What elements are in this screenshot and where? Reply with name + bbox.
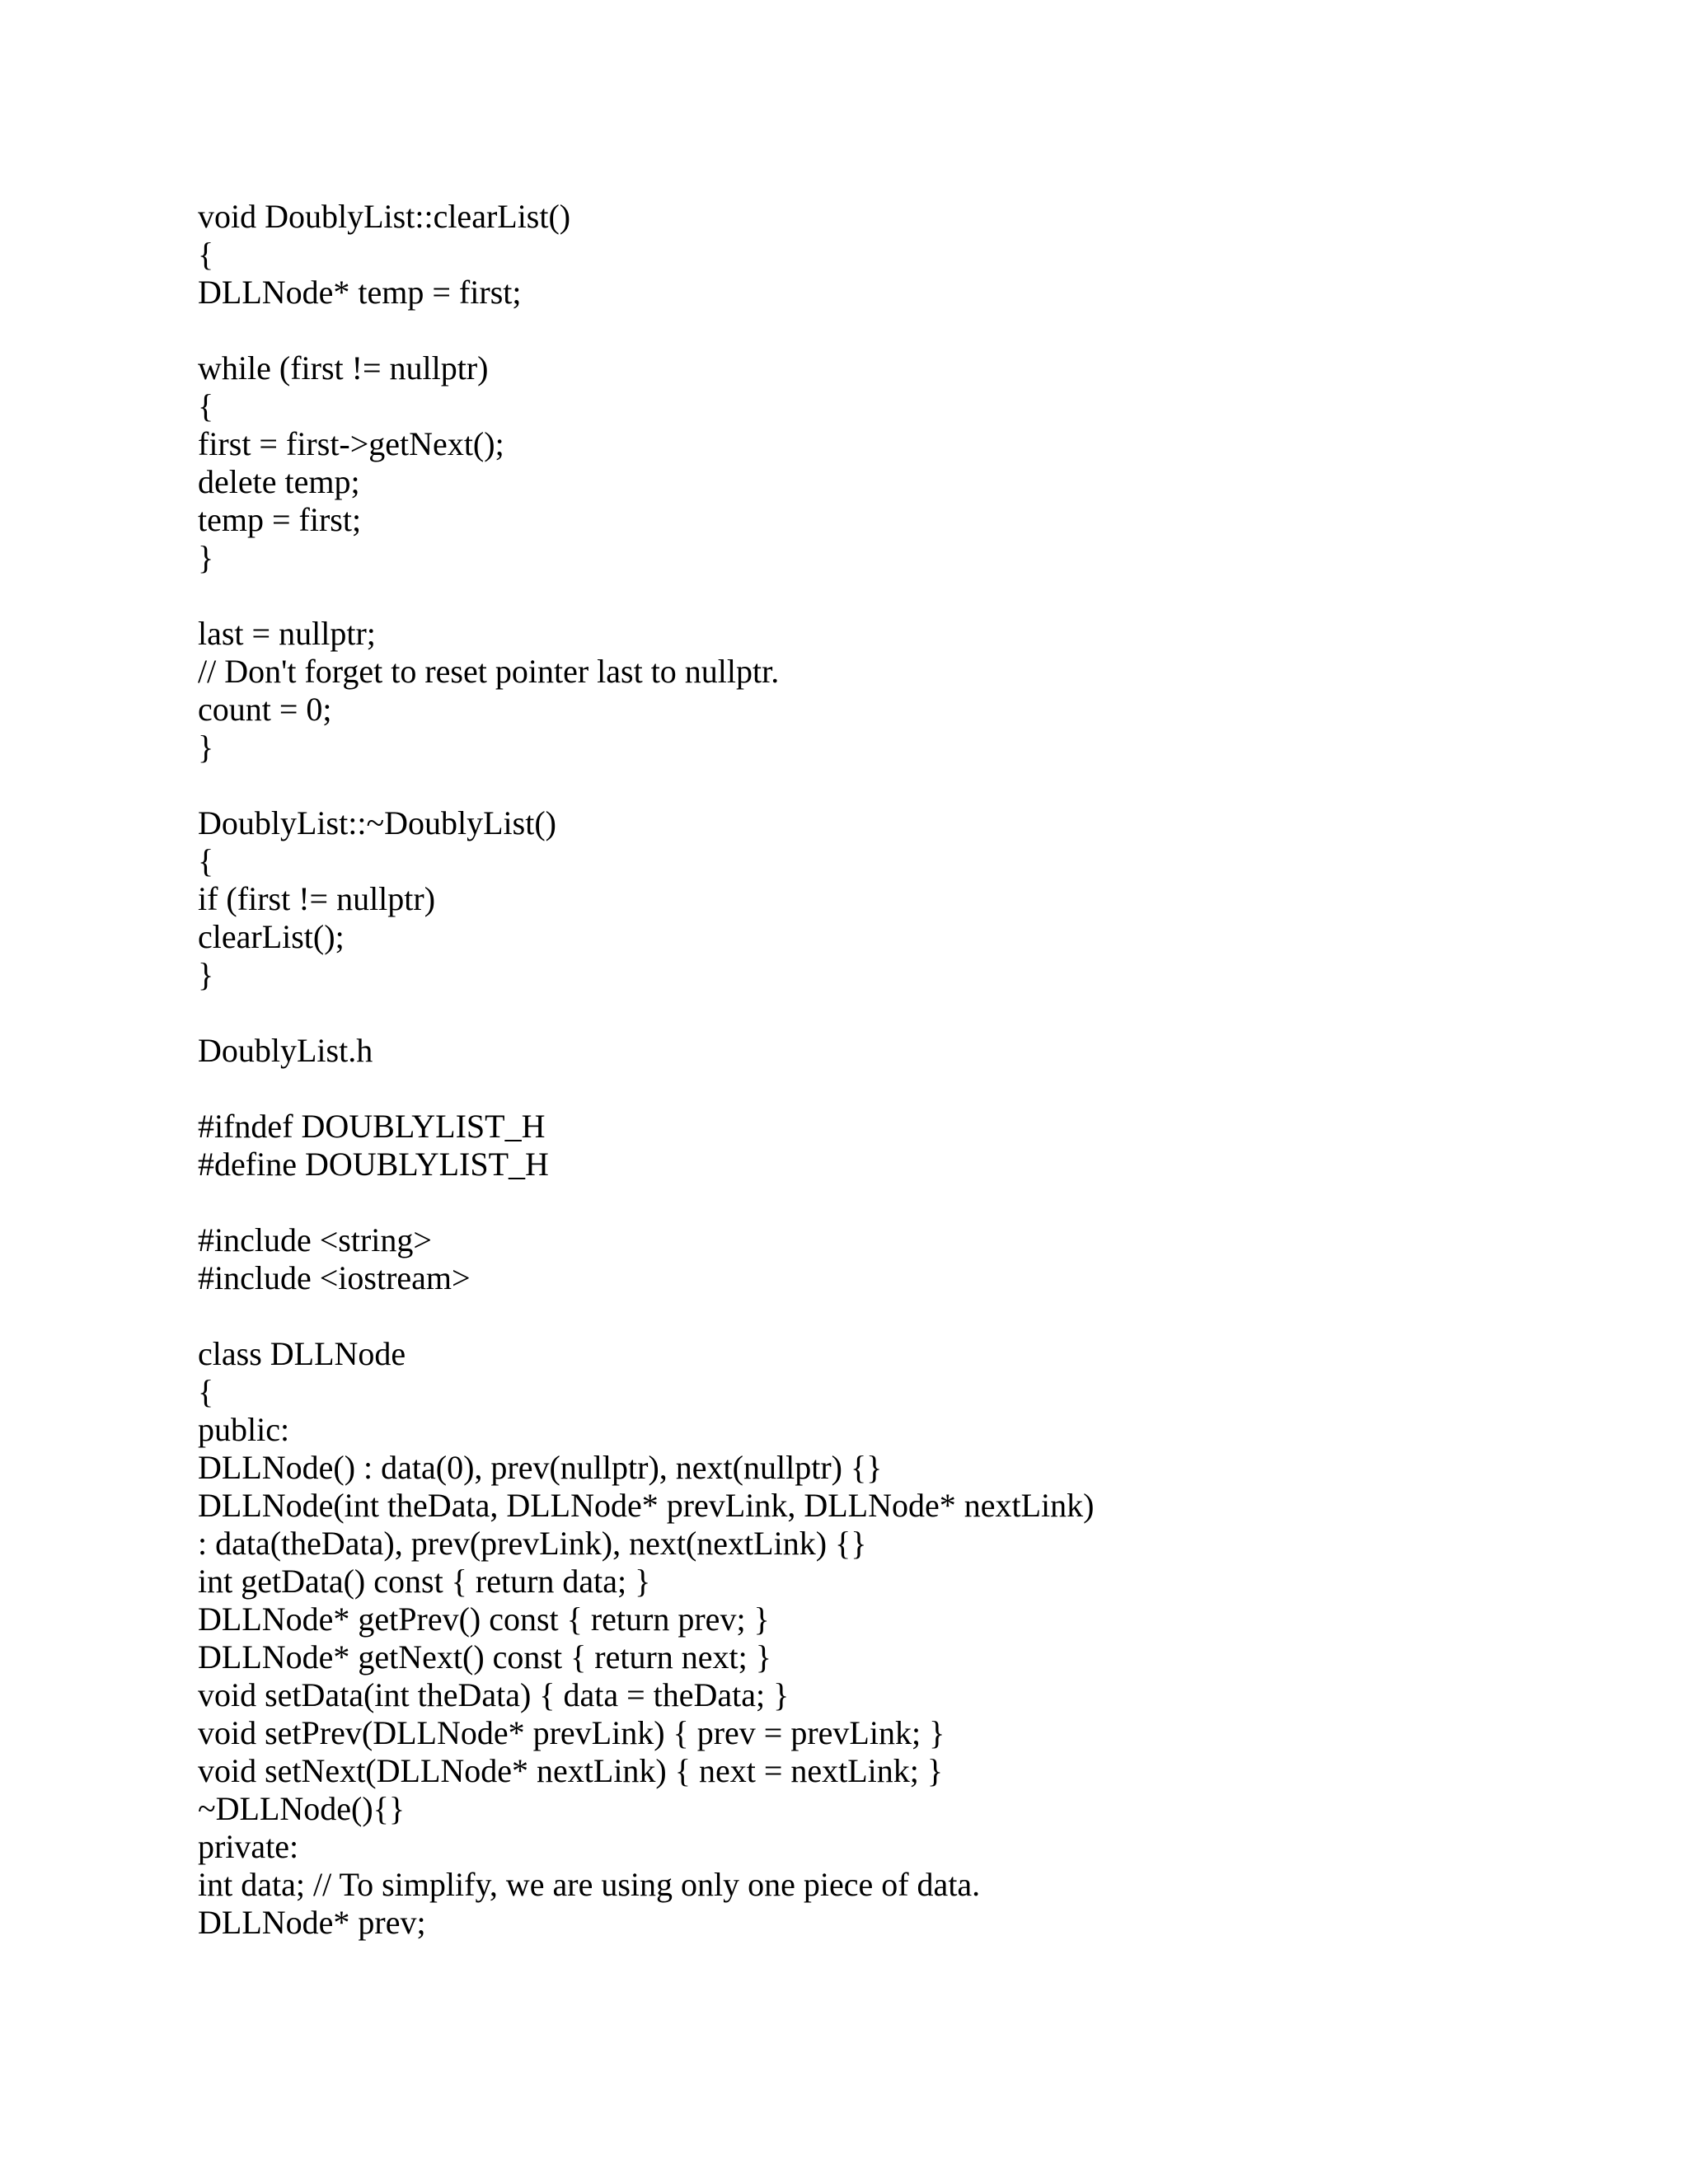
code-line: #include <iostream> xyxy=(198,1259,471,1296)
code-line: { xyxy=(198,1373,214,1410)
code-line: void setNext(DLLNode* nextLink) { next = nextLink; } xyxy=(198,1752,944,1789)
blank-line xyxy=(198,312,1599,349)
code-line: first = first->getNext(); xyxy=(198,425,504,462)
code-line: private: xyxy=(198,1828,299,1865)
code-line: class DLLNode xyxy=(198,1335,406,1372)
code-line: #ifndef DOUBLYLIST_H xyxy=(198,1108,546,1145)
code-line: if (first != nullptr) xyxy=(198,880,436,917)
code-line: DLLNode* temp = first; xyxy=(198,274,522,311)
file-heading: DoublyList.h xyxy=(198,1032,373,1069)
code-line: delete temp; xyxy=(198,463,360,500)
code-line: DLLNode* getNext() const { return next; } xyxy=(198,1638,771,1675)
code-line: #include <string> xyxy=(198,1221,432,1258)
code-text-block xyxy=(198,198,1599,1942)
code-line: } xyxy=(198,956,214,993)
code-line: int getData() const { return data; } xyxy=(198,1563,651,1600)
code-line: } xyxy=(198,729,214,766)
code-line: clearList(); xyxy=(198,918,345,955)
code-line: ~DLLNode(){} xyxy=(198,1790,406,1827)
code-line: public: xyxy=(198,1411,290,1448)
code-comment-line: // Don't forget to reset pointer last to nullptr. xyxy=(198,653,780,690)
code-line: DoublyList::~DoublyList() xyxy=(198,804,556,841)
blank-line xyxy=(198,1070,1599,1108)
code-line: : data(theData), prev(prevLink), next(nextLink) {} xyxy=(198,1525,867,1562)
code-line: } xyxy=(198,539,214,576)
code-line: DLLNode* getPrev() const { return prev; } xyxy=(198,1601,770,1638)
code-line: temp = first; xyxy=(198,501,362,538)
code-line: { xyxy=(198,236,214,273)
code-line: #define DOUBLYLIST_H xyxy=(198,1146,549,1183)
blank-line xyxy=(198,994,1599,1032)
code-line: { xyxy=(198,842,214,879)
blank-line xyxy=(198,766,1599,804)
code-line: DLLNode* prev; xyxy=(198,1904,426,1941)
code-line: while (first != nullptr) xyxy=(198,349,489,387)
code-line: count = 0; xyxy=(198,691,332,728)
blank-line xyxy=(198,1297,1599,1335)
code-line: void DoublyList::clearList() xyxy=(198,198,571,235)
code-line: { xyxy=(198,387,214,424)
code-line: last = nullptr; xyxy=(198,615,376,652)
blank-line xyxy=(198,577,1599,615)
blank-line xyxy=(198,1183,1599,1221)
code-comment-line: int data; // To simplify, we are using only one piece of data. xyxy=(198,1866,981,1903)
code-line: DLLNode(int theData, DLLNode* prevLink, DLLNode* nextLink) xyxy=(198,1487,1095,1524)
code-line: void setData(int theData) { data = theData; } xyxy=(198,1676,790,1713)
code-line: DLLNode() : data(0), prev(nullptr), next(nullptr) {} xyxy=(198,1449,883,1486)
code-line: void setPrev(DLLNode* prevLink) { prev = prevLink; } xyxy=(198,1714,945,1751)
